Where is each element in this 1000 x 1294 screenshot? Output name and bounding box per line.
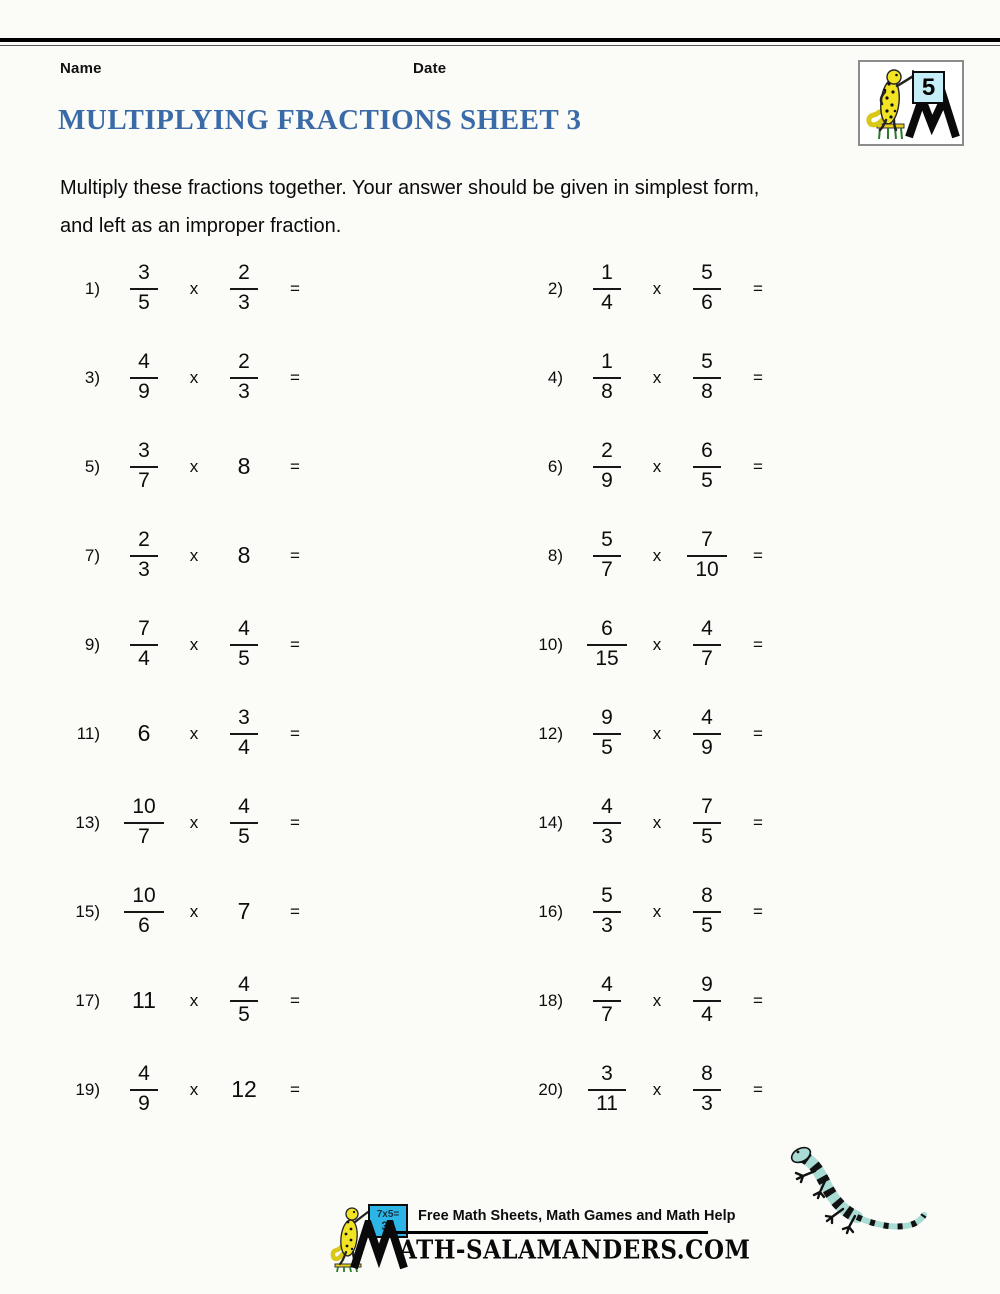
- fraction: [693, 707, 721, 759]
- fraction: [693, 440, 721, 492]
- operand-b: [675, 885, 739, 937]
- operand-b: [675, 440, 739, 492]
- fraction-numerator: 2: [138, 528, 150, 552]
- equals-sign: =: [753, 456, 763, 476]
- fraction-denominator: 4: [238, 736, 250, 759]
- problem-19: [54, 1045, 300, 1134]
- fraction-denominator: 4: [701, 1003, 713, 1026]
- problem-15: [54, 867, 300, 956]
- problem-number: 6): [547, 456, 563, 476]
- fraction-numerator: 4: [601, 973, 613, 997]
- problem-number: 11): [76, 723, 100, 743]
- problem-7: [54, 511, 300, 600]
- operand-a: [575, 262, 639, 314]
- operand-a: [112, 351, 176, 403]
- fraction-bar: [593, 1000, 621, 1002]
- fraction-denominator: 3: [701, 1092, 713, 1115]
- whole-number: 6: [137, 720, 151, 746]
- fraction-bar: [230, 644, 258, 646]
- fraction-denominator: 11: [596, 1092, 618, 1115]
- equals-sign: =: [290, 545, 300, 565]
- fraction-denominator: 9: [701, 736, 713, 759]
- fraction-denominator: 5: [138, 291, 150, 314]
- multiply-sign: x: [652, 456, 662, 476]
- fraction-bar: [693, 466, 721, 468]
- fraction: [230, 796, 258, 848]
- fraction-numerator: 9: [601, 706, 613, 730]
- fraction: [593, 885, 621, 937]
- fraction-numerator: 5: [601, 528, 613, 552]
- fraction-numerator: 2: [238, 350, 250, 374]
- fraction: [593, 529, 621, 581]
- operand-a: [575, 707, 639, 759]
- equals-sign: =: [290, 456, 300, 476]
- fraction-bar: [230, 288, 258, 290]
- fraction-denominator: 3: [601, 825, 613, 848]
- operand-b: [675, 974, 739, 1026]
- operand-b: [212, 796, 276, 848]
- fraction-bar: [230, 822, 258, 824]
- fraction-denominator: 7: [601, 558, 613, 581]
- problem-number: 20): [538, 1079, 563, 1099]
- equals-sign: =: [290, 990, 300, 1010]
- fraction-denominator: 9: [138, 1092, 150, 1115]
- footer-tagline: Free Math Sheets, Math Games and Math Help: [418, 1208, 736, 1224]
- problem-number: 19): [75, 1079, 100, 1099]
- fraction-numerator: 4: [238, 973, 250, 997]
- fraction-denominator: 7: [138, 469, 150, 492]
- footer-card-line1: 7x5=: [376, 1209, 400, 1220]
- fraction-numerator: 8: [701, 1062, 713, 1086]
- problem-number: 18): [538, 990, 563, 1010]
- problem-number: 16): [538, 901, 563, 921]
- fraction-numerator: 10: [132, 884, 156, 908]
- fraction: [593, 351, 621, 403]
- fraction-numerator: 7: [701, 528, 713, 552]
- fraction-bar: [693, 733, 721, 735]
- fraction: [687, 529, 726, 581]
- operand-a: [112, 987, 176, 1014]
- equals-sign: =: [753, 1079, 763, 1099]
- fraction-bar: [593, 288, 621, 290]
- equals-sign: =: [753, 901, 763, 921]
- fraction-bar: [124, 911, 163, 913]
- fraction-bar: [124, 822, 163, 824]
- fraction: [230, 618, 258, 670]
- problem-18: [517, 956, 763, 1045]
- problem-6: [517, 422, 763, 511]
- fraction-bar: [130, 377, 158, 379]
- fraction-numerator: 5: [701, 261, 713, 285]
- problem-number: 7): [84, 545, 100, 565]
- problem-16: [517, 867, 763, 956]
- multiply-sign: x: [189, 456, 199, 476]
- problem-3: [54, 333, 300, 422]
- fraction: [230, 707, 258, 759]
- fraction-denominator: 5: [238, 647, 250, 670]
- fraction-denominator: 8: [701, 380, 713, 403]
- whole-number: 8: [237, 542, 251, 568]
- problem-10: [517, 600, 763, 689]
- fraction-denominator: 5: [701, 914, 713, 937]
- fraction-bar: [230, 377, 258, 379]
- equals-sign: =: [753, 278, 763, 298]
- fraction-denominator: 7: [601, 1003, 613, 1026]
- fraction-bar: [693, 288, 721, 290]
- fraction-numerator: 4: [601, 795, 613, 819]
- problem-4: [517, 333, 763, 422]
- multiply-sign: x: [189, 1079, 199, 1099]
- fraction-numerator: 9: [701, 973, 713, 997]
- problem-9: [54, 600, 300, 689]
- fraction-denominator: 9: [601, 469, 613, 492]
- fraction: [124, 885, 163, 937]
- fraction-numerator: 10: [132, 795, 156, 819]
- equals-sign: =: [290, 901, 300, 921]
- fraction-denominator: 3: [138, 558, 150, 581]
- operand-a: [575, 440, 639, 492]
- operand-a: [112, 720, 176, 747]
- fraction: [593, 796, 621, 848]
- equals-sign: =: [753, 634, 763, 654]
- operand-b: [675, 262, 739, 314]
- fraction: [130, 262, 158, 314]
- fraction-bar: [693, 644, 721, 646]
- fraction-numerator: 7: [701, 795, 713, 819]
- fraction-bar: [130, 555, 158, 557]
- fraction-denominator: 7: [138, 825, 150, 848]
- fraction-denominator: 6: [701, 291, 713, 314]
- problem-8: [517, 511, 763, 600]
- equals-sign: =: [290, 278, 300, 298]
- multiply-sign: x: [189, 545, 199, 565]
- equals-sign: =: [290, 367, 300, 387]
- fraction-numerator: 4: [701, 617, 713, 641]
- operand-b: [212, 262, 276, 314]
- footer-rule: [396, 1231, 708, 1234]
- operand-a: [112, 885, 176, 937]
- whole-number: 11: [132, 987, 156, 1013]
- fraction-bar: [593, 377, 621, 379]
- fraction-denominator: 8: [601, 380, 613, 403]
- instructions-line-2: and left as an improper fraction.: [60, 215, 342, 237]
- fraction: [230, 262, 258, 314]
- problem-17: [54, 956, 300, 1045]
- fraction-bar: [693, 1089, 721, 1091]
- fraction-bar: [130, 644, 158, 646]
- fraction-bar: [693, 911, 721, 913]
- fraction-bar: [587, 644, 626, 646]
- multiply-sign: x: [652, 1079, 662, 1099]
- fraction-numerator: 4: [138, 1062, 150, 1086]
- multiply-sign: x: [189, 723, 199, 743]
- problem-number: 1): [84, 278, 100, 298]
- problem-5: [54, 422, 300, 511]
- problem-number: 2): [547, 278, 563, 298]
- fraction-numerator: 4: [701, 706, 713, 730]
- fraction-denominator: 9: [138, 380, 150, 403]
- whole-number: 12: [231, 1076, 257, 1102]
- operand-a: [112, 262, 176, 314]
- problem-number: 9): [84, 634, 100, 654]
- operand-b: [675, 796, 739, 848]
- problem-number: 8): [547, 545, 563, 565]
- multiply-sign: x: [652, 367, 662, 387]
- fraction-denominator: 5: [238, 825, 250, 848]
- operand-a: [112, 529, 176, 581]
- operand-a: [112, 1063, 176, 1115]
- multiply-sign: x: [189, 812, 199, 832]
- fraction-numerator: 3: [138, 439, 150, 463]
- equals-sign: =: [753, 990, 763, 1010]
- problem-1: [54, 244, 300, 333]
- problem-13: [54, 778, 300, 867]
- multiply-sign: x: [189, 367, 199, 387]
- fraction-denominator: 5: [701, 469, 713, 492]
- footer-card-line2: 35: [381, 1219, 395, 1233]
- lizard-icon: [785, 1145, 930, 1240]
- equals-sign: =: [753, 367, 763, 387]
- operand-b: [675, 618, 739, 670]
- fraction-bar: [687, 555, 726, 557]
- problem-14: [517, 778, 763, 867]
- multiply-sign: x: [652, 545, 662, 565]
- fraction-numerator: 4: [138, 350, 150, 374]
- fraction-numerator: 1: [601, 350, 613, 374]
- operand-a: [575, 1063, 639, 1115]
- fraction-bar: [230, 733, 258, 735]
- multiply-sign: x: [652, 901, 662, 921]
- fraction: [230, 974, 258, 1026]
- footer-brand: [330, 1198, 751, 1278]
- problem-number: 4): [547, 367, 563, 387]
- fraction-denominator: 7: [701, 647, 713, 670]
- equals-sign: =: [753, 545, 763, 565]
- fraction-numerator: 3: [138, 261, 150, 285]
- multiply-sign: x: [652, 634, 662, 654]
- operand-a: [575, 529, 639, 581]
- problem-11: [54, 689, 300, 778]
- whole-number: 7: [237, 898, 251, 924]
- fraction-numerator: 8: [701, 884, 713, 908]
- equals-sign: =: [753, 812, 763, 832]
- fraction-bar: [693, 822, 721, 824]
- fraction-bar: [693, 377, 721, 379]
- problem-number: 14): [538, 812, 563, 832]
- operand-a: [575, 796, 639, 848]
- fraction: [593, 974, 621, 1026]
- problem-2: [517, 244, 763, 333]
- equals-sign: =: [753, 723, 763, 743]
- fraction-numerator: 5: [601, 884, 613, 908]
- fraction: [693, 618, 721, 670]
- equals-sign: =: [290, 812, 300, 832]
- fraction-numerator: 6: [701, 439, 713, 463]
- name-label: Name: [60, 60, 102, 77]
- operand-a: [575, 351, 639, 403]
- problem-number: 10): [538, 634, 563, 654]
- fraction: [588, 1063, 626, 1115]
- equals-sign: =: [290, 723, 300, 743]
- problem-number: 3): [84, 367, 100, 387]
- operand-b: [675, 351, 739, 403]
- fraction-numerator: 3: [601, 1062, 613, 1086]
- operand-a: [575, 618, 639, 670]
- fraction-numerator: 4: [238, 795, 250, 819]
- fraction-numerator: 1: [601, 261, 613, 285]
- operand-a: [112, 440, 176, 492]
- fraction-denominator: 4: [138, 647, 150, 670]
- operand-b: [212, 898, 276, 925]
- operand-a: [112, 796, 176, 848]
- operand-a: [575, 974, 639, 1026]
- fraction: [693, 1063, 721, 1115]
- fraction-numerator: 4: [238, 617, 250, 641]
- fraction: [693, 262, 721, 314]
- problem-number: 17): [75, 990, 100, 1010]
- fraction-numerator: 6: [601, 617, 613, 641]
- fraction-bar: [130, 288, 158, 290]
- multiply-sign: x: [189, 901, 199, 921]
- operand-b: [675, 529, 739, 581]
- fraction: [593, 262, 621, 314]
- fraction-denominator: 5: [238, 1003, 250, 1026]
- fraction-numerator: 3: [238, 706, 250, 730]
- fraction: [130, 618, 158, 670]
- whole-number: 8: [237, 453, 251, 479]
- fraction-numerator: 5: [701, 350, 713, 374]
- multiply-sign: x: [189, 634, 199, 654]
- fraction: [593, 440, 621, 492]
- fraction: [124, 796, 163, 848]
- instructions-line-1: Multiply these fractions together. Your answer should be given in simplest form,: [60, 177, 760, 199]
- fraction-bar: [593, 555, 621, 557]
- fraction-bar: [593, 911, 621, 913]
- operand-b: [212, 618, 276, 670]
- fraction-bar: [593, 466, 621, 468]
- equals-sign: =: [290, 1079, 300, 1099]
- fraction: [230, 351, 258, 403]
- fraction-bar: [588, 1089, 626, 1091]
- fraction: [593, 707, 621, 759]
- fraction-denominator: 3: [238, 380, 250, 403]
- date-label: Date: [413, 60, 447, 77]
- problem-number: 12): [538, 723, 563, 743]
- fraction: [130, 351, 158, 403]
- problem-number: 13): [75, 812, 100, 832]
- fraction: [693, 351, 721, 403]
- fraction: [693, 885, 721, 937]
- fraction-numerator: 2: [601, 439, 613, 463]
- fraction-bar: [593, 733, 621, 735]
- operand-b: [675, 1063, 739, 1115]
- multiply-sign: x: [189, 278, 199, 298]
- fraction: [130, 440, 158, 492]
- problem-number: 5): [84, 456, 100, 476]
- fraction-numerator: 2: [238, 261, 250, 285]
- multiply-sign: x: [652, 812, 662, 832]
- problem-number: 15): [75, 901, 100, 921]
- operand-b: [212, 453, 276, 480]
- fraction: [587, 618, 626, 670]
- fraction-bar: [230, 1000, 258, 1002]
- fraction-denominator: 5: [701, 825, 713, 848]
- fraction: [693, 974, 721, 1026]
- operand-b: [212, 974, 276, 1026]
- operand-b: [212, 707, 276, 759]
- operand-a: [575, 885, 639, 937]
- fraction-denominator: 4: [601, 291, 613, 314]
- badge-number: 5: [921, 73, 936, 101]
- fraction: [130, 1063, 158, 1115]
- fraction-denominator: 6: [138, 914, 150, 937]
- operand-b: [212, 351, 276, 403]
- operand-b: [212, 1076, 276, 1103]
- fraction-denominator: 10: [695, 558, 719, 581]
- multiply-sign: x: [652, 278, 662, 298]
- fraction-bar: [693, 1000, 721, 1002]
- page-title: MULTIPLYING FRACTIONS SHEET 3: [58, 104, 582, 136]
- multiply-sign: x: [652, 990, 662, 1010]
- multiply-sign: x: [652, 723, 662, 743]
- operand-a: [112, 618, 176, 670]
- fraction-denominator: 3: [601, 914, 613, 937]
- fraction-denominator: 3: [238, 291, 250, 314]
- fraction-bar: [130, 466, 158, 468]
- fraction-denominator: 15: [595, 647, 619, 670]
- fraction: [130, 529, 158, 581]
- operand-b: [212, 542, 276, 569]
- footer-site-name: ATH-SALAMANDERS.COM: [399, 1235, 751, 1266]
- equals-sign: =: [290, 634, 300, 654]
- fraction-denominator: 5: [601, 736, 613, 759]
- problem-20: [517, 1045, 763, 1134]
- fraction-bar: [593, 822, 621, 824]
- fraction-numerator: 7: [138, 617, 150, 641]
- multiply-sign: x: [189, 990, 199, 1010]
- problem-12: [517, 689, 763, 778]
- fraction-bar: [130, 1089, 158, 1091]
- fraction: [693, 796, 721, 848]
- operand-b: [675, 707, 739, 759]
